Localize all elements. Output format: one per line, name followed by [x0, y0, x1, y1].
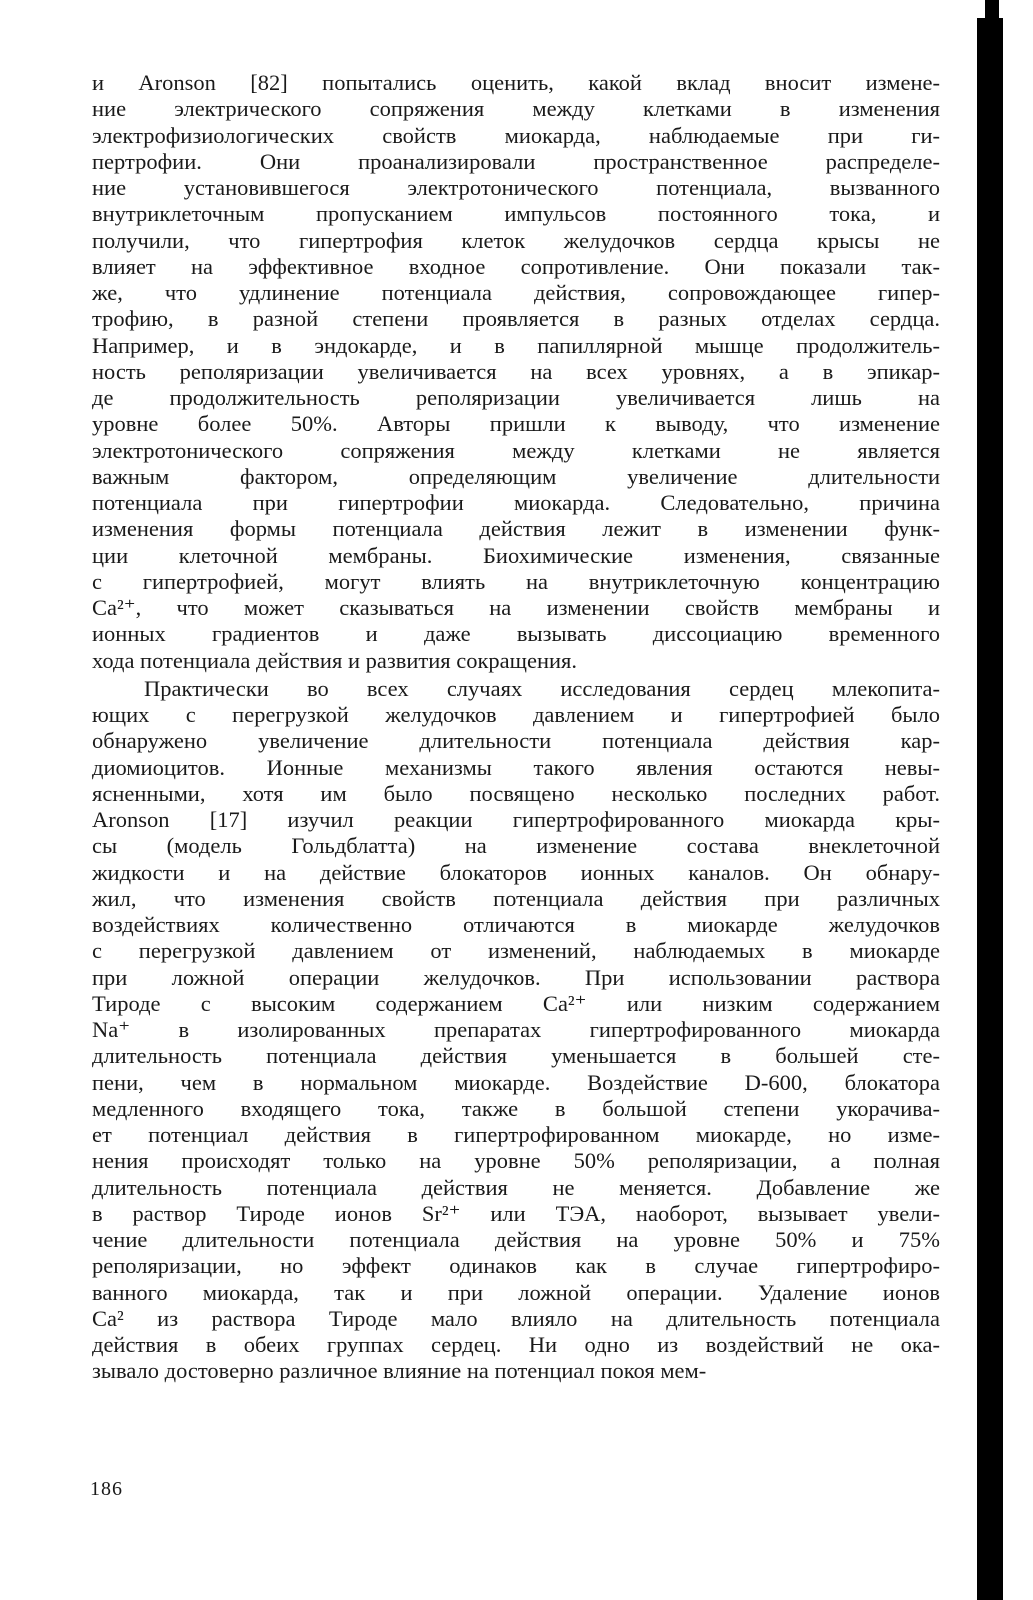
text-line: воздействиях количественно отличаются в миокарде желудочков — [92, 912, 940, 937]
text-line: получили, что гипертрофия клеток желудочков сердца крысы не — [92, 227, 940, 253]
text-line: с гипертрофией, могут влиять на внутриклеточную концентрацию — [92, 568, 940, 594]
text-line: нения происходят только на уровне 50% реполяризации, а полная — [92, 1148, 940, 1174]
text-line: потенциала при гипертрофии миокарда. Следовательно, причина — [92, 490, 940, 515]
paragraph-2 — [92, 676, 940, 1385]
text-line: жил, что изменения свойств потенциала действия при различных — [92, 885, 940, 911]
text-line: медленного входящего тока, также в большой степени укорачива- — [92, 1095, 940, 1121]
text-line: Тироде с высоким содержанием Ca²⁺ или низким содержанием — [92, 990, 940, 1016]
body-text — [92, 70, 940, 1385]
text-line: ющих с перегрузкой желудочков давлением и гипертрофией было — [92, 702, 940, 727]
text-line: ионных градиентов и даже вызывать диссоциацию временного — [92, 621, 940, 647]
text-line: ет потенциал действия в гипертрофированном миокарде, но изме- — [92, 1122, 940, 1147]
text-line: ние электрического сопряжения между клетками в изменения — [92, 96, 940, 122]
text-line: электрофизиологических свойств миокарда, наблюдаемые при ги- — [92, 122, 940, 148]
text-line: ции клеточной мембраны. Биохимические изменения, связанные — [92, 542, 940, 568]
text-line: Ca²⁺, что может сказываться на изменении свойств мембраны и — [92, 595, 940, 620]
text-line: влияет на эффективное входное сопротивление. Они показали так- — [92, 253, 940, 279]
text-line: сы (модель Гольдблатта) на изменение состава внеклеточной — [92, 833, 940, 859]
text-line: важным фактором, определяющим увеличение длительности — [92, 463, 940, 489]
text-line: жидкости и на действие блокаторов ионных каналов. Он обнару- — [92, 859, 940, 885]
text-line: зывало достоверно различное влияние на потенциал покоя мем- — [92, 1358, 707, 1384]
text-line: же, что удлинение потенциала действия, сопровождающее гипер- — [92, 280, 940, 305]
text-line: ясненными, хотя им было посвящено несколько последних работ. — [92, 780, 940, 806]
text-line: обнаружено увеличение длительности потенциала действия кар- — [92, 728, 940, 754]
text-line: и Aronson [82] попытались оценить, какой вклад вносит измене- — [92, 70, 940, 95]
text-line: электротонического сопряжения между клетками не является — [92, 437, 940, 463]
paragraph-1 — [92, 70, 940, 674]
text-line: Aronson [17] изучил реакции гипертрофированного миокарда кры- — [92, 807, 940, 832]
text-line: длительность потенциала действия не меняется. Добавление же — [92, 1174, 940, 1200]
text-line: ванного миокарда, так и при ложной операции. Удаление ионов — [92, 1279, 940, 1305]
text-line: действия в обеих группах сердец. Ни одно из воздействий не ока- — [92, 1332, 940, 1357]
text-line: Na⁺ в изолированных препаратах гипертрофированного миокарда — [92, 1017, 940, 1042]
text-line: в раствор Тироде ионов Sr²⁺ или ТЭА, наоборот, вызывает увели- — [92, 1200, 940, 1226]
text-line: хода потенциала действия и развития сокращения. — [92, 647, 578, 673]
text-line: ность реполяризации увеличивается на всех уровнях, а в эпикар- — [92, 358, 940, 384]
text-line: изменения формы потенциала действия лежит в изменении функ- — [92, 516, 940, 542]
text-line: диомиоцитов. Ионные механизмы такого явления остаются невы- — [92, 754, 940, 780]
page-number: 186 — [90, 1478, 123, 1500]
text-line: длительность потенциала действия уменьшается в большей сте- — [92, 1043, 940, 1069]
text-line: уровне более 50%. Авторы пришли к выводу, что изменение — [92, 411, 940, 437]
text-line: ние установившегося электротонического потенциала, вызванного — [92, 175, 940, 200]
text-line: пертрофии. Они проанализировали пространственное распределе- — [92, 148, 940, 174]
text-line: внутриклеточным пропусканием импульсов постоянного тока, и — [92, 201, 940, 227]
text-line: трофию, в разной степени проявляется в разных отделах сердца. — [92, 306, 940, 332]
text-line: реполяризации, но эффект одинаков как в случае гипертрофиро- — [92, 1253, 940, 1279]
text-line: с перегрузкой давлением от изменений, наблюдаемых в миокарде — [92, 938, 940, 964]
scan-edge-shadow — [977, 18, 1003, 1600]
text-line: Практически во всех случаях исследования сердец млекопита- — [144, 675, 940, 701]
text-line: Например, и в эндокарде, и в папиллярной мышце продолжитель- — [92, 332, 940, 358]
text-line: Ca² из раствора Тироде мало влияло на длительность потенциала — [92, 1305, 940, 1331]
text-line: пени, чем в нормальном миокарде. Воздействие D-600, блокатора — [92, 1069, 940, 1095]
text-line: чение длительности потенциала действия на уровне 50% и 75% — [92, 1227, 940, 1252]
text-line: де продолжительность реполяризации увеличивается лишь на — [92, 385, 940, 410]
text-line: при ложной операции желудочков. При использовании раствора — [92, 964, 940, 990]
